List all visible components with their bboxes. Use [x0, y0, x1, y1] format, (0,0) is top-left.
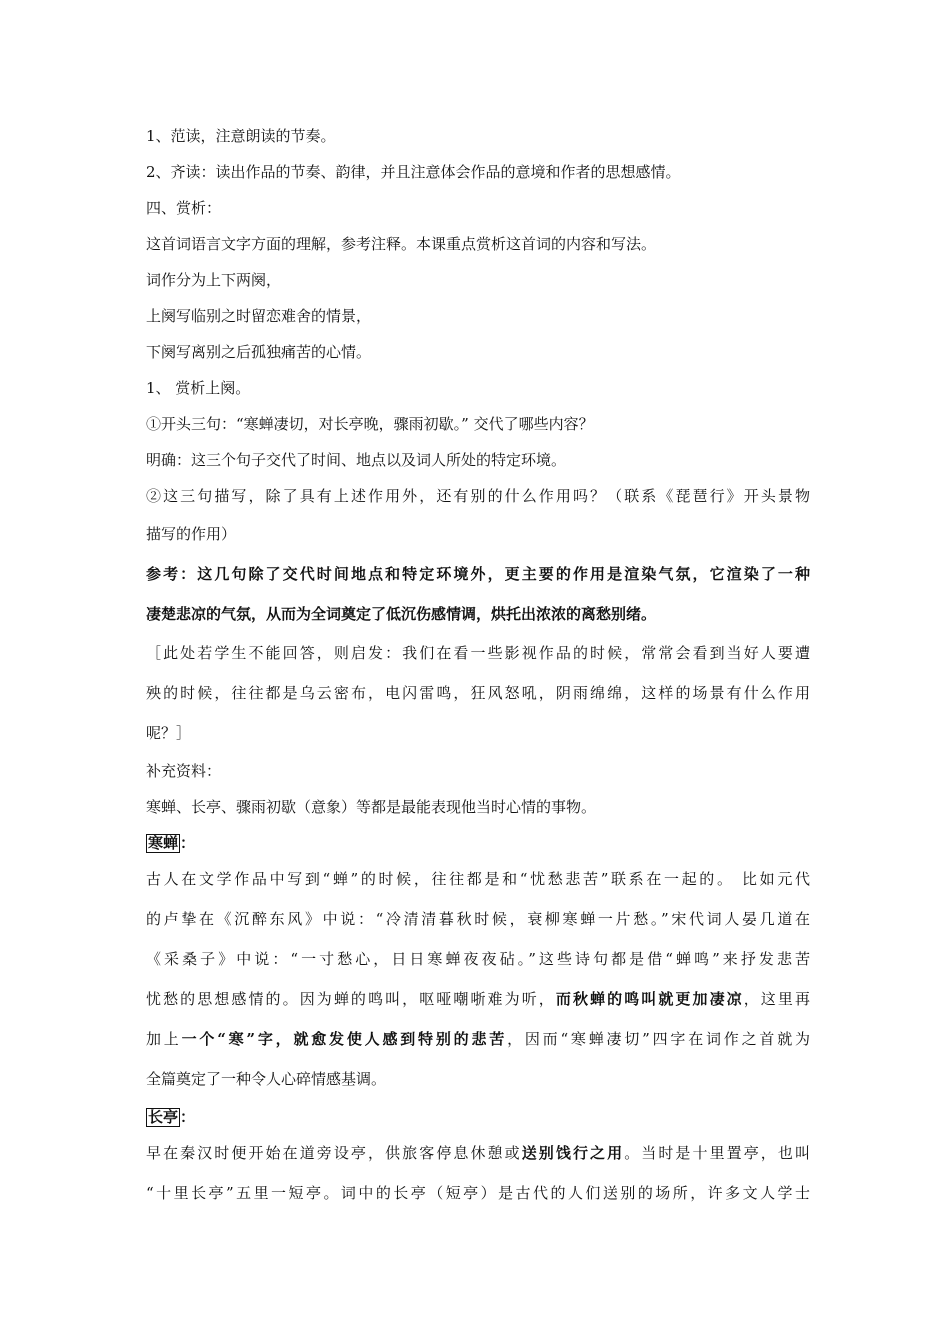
hint-line: 呢？］: [146, 724, 192, 742]
boxed-term: 寒蝉: [148, 834, 179, 852]
question-line: ②这三句描写，除了具有上述作用外，还有别的什么作用吗？（联系《琵琶行》开头景物: [146, 487, 810, 505]
bold-phrase: 一个“寒”字，就愈发使人感到特别的悲苦: [181, 1030, 508, 1048]
paragraph-line: 古人在文学作品中写到“蝉”的时候，往往都是和“忧愁悲苦”联系在一起的。 比如元代: [146, 870, 810, 888]
term-heading-hanchan: 寒蝉 ：: [148, 834, 196, 852]
paragraph-line: 全篇奠定了一种令人心碎情感基调。: [146, 1070, 387, 1088]
boxed-term: 长亭: [148, 1108, 179, 1126]
hint-line: ［此处若学生不能回答，则启发：我们在看一些影视作品的时候，常常会看到当好人要遭: [146, 644, 810, 662]
subsection-heading: 1、 赏析上阕。: [146, 379, 251, 397]
question-line: 描写的作用）: [146, 525, 237, 543]
text-line: 词作分为上下两阕，: [146, 271, 282, 289]
answer-line: 明确：这三个句子交代了时间、地点以及词人所处的特定环境。: [146, 451, 567, 469]
paragraph-line: 的卢挚在《沉醉东风》中说：“冷清清暮秋时候，衰柳寒蝉一片愁。”宋代词人晏几道在: [146, 910, 810, 928]
reference-answer-line: 参考：这几句除了交代时间地点和特定环境外，更主要的作用是渲染气氛，它渲染了一种: [146, 565, 810, 583]
bold-phrase: 而秋蝉的鸣叫就更加凄凉: [555, 990, 744, 1008]
text-line: 这首词语言文字方面的理解，参考注释。本课重点赏析这首词的内容和写法。: [146, 235, 657, 253]
term-heading-changting: 长亭 ：: [148, 1108, 196, 1126]
text-line: 1、范读，注意朗读的节奏。: [146, 127, 336, 145]
paragraph-line: 《采桑子》中说：“一寸愁心，日日寒蝉夜夜砧。”这些诗句都是借“蝉鸣”来抒发悲苦: [146, 950, 810, 968]
hint-line: 殃的时候，往往都是乌云密布，电闪雷鸣，狂风怒吼，阴雨绵绵，这样的场景有什么作用: [146, 684, 810, 702]
paragraph-line: “十里长亭”五里一短亭。词中的长亭（短亭）是古代的人们送别的场所，许多文人学士: [146, 1184, 810, 1202]
text-line: 补充资料：: [146, 762, 222, 780]
paragraph-line: 早在秦汉时便开始在道旁设亭，供旅客停息休憩或送别饯行之用。当时是十里置亭，也叫: [146, 1144, 810, 1162]
paragraph-line: 加上一个“寒”字，就愈发使人感到特别的悲苦，因而“寒蝉凄切”四字在词作之首就为: [146, 1030, 810, 1048]
bold-phrase: 送别饯行之用: [521, 1144, 625, 1162]
section-heading: 四、赏析：: [146, 199, 222, 217]
text-line: 2、齐读：读出作品的节奏、韵律，并且注意体会作品的意境和作者的思想感情。: [146, 163, 681, 181]
question-line: ①开头三句：“寒蝉凄切，对长亭晚，骤雨初歇。” 交代了哪些内容？: [146, 415, 594, 433]
text-line: 下阕写离别之后孤独痛苦的心情。: [146, 343, 372, 361]
paragraph-line: 忧愁的思想感情的。因为蝉的鸣叫，呕哑嘲哳难为听，而秋蝉的鸣叫就更加凄凉，这里再: [146, 990, 810, 1008]
text-line: 寒蝉、长亭、骤雨初歇（意象）等都是最能表现他当时心情的事物。: [146, 798, 597, 816]
text-line: 上阕写临别之时留恋难舍的情景，: [146, 307, 372, 325]
reference-answer-line: 凄楚悲凉的气氛，从而为全词奠定了低沉伤感情调，烘托出浓浓的离愁别绪。: [146, 605, 657, 623]
